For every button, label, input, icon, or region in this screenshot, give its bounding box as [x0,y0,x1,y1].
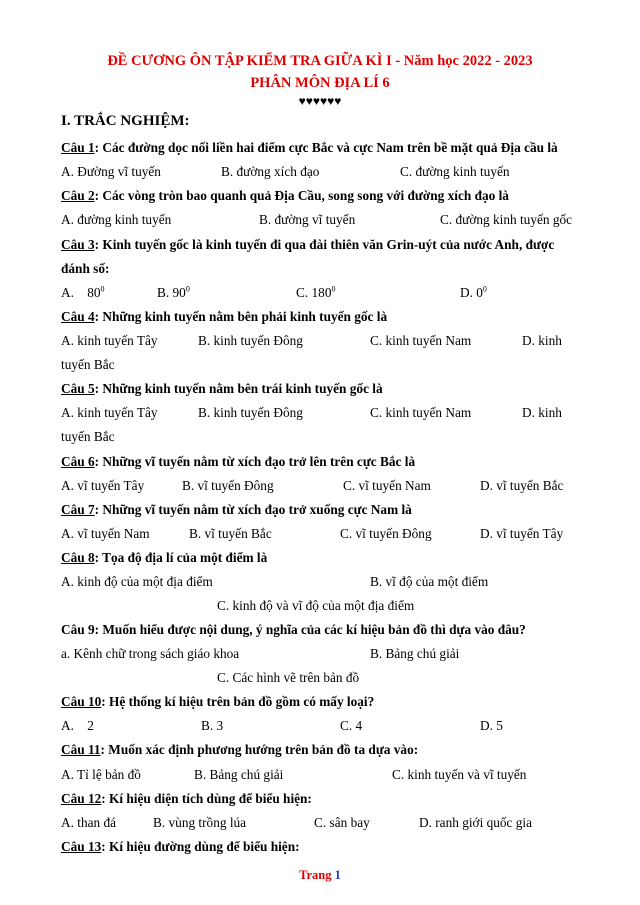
document-title-line2: PHÂN MÔN ĐỊA LÍ 6 [250,75,390,91]
question-text: : Kí hiệu diện tích dùng để biểu hiện: [101,791,312,806]
option: C. kinh tuyến Nam [370,405,472,420]
option: A. kinh tuyến Tây [61,405,158,420]
section-title: I. TRẮC NGHIỆM: [61,113,190,129]
option: D. $0^0$ [460,284,487,300]
option: B. 3 [201,718,224,733]
option-wrap: tuyến Bắc [61,429,115,444]
question-13 [61,839,300,855]
question-number: Câu 11 [61,742,101,757]
question-number: Câu 9 [61,622,95,637]
option: A. $80^0$ [61,284,105,300]
option: B. kinh tuyến Đông [198,333,303,348]
hearts-decoration: ♥♥♥♥♥♥ [298,94,342,108]
question-text: : Kí hiệu đường dùng để biểu hiện: [101,839,300,854]
question-2 [61,188,509,204]
option: B. Bảng chú giải [370,646,460,661]
question-text: : Những kinh tuyến nằm bên phải kinh tuyến gốc là [94,309,388,324]
option: D. vĩ tuyến Bắc [480,478,564,493]
option: B. vĩ tuyến Đông [182,478,274,493]
option: C. 4 [340,718,363,733]
option: C. vĩ tuyến Đông [340,526,432,541]
question-number: Câu 5 [61,381,95,396]
option: A. vĩ tuyến Nam [61,526,150,541]
question-7 [61,502,412,518]
question-text: : Các đường dọc nối liền hai điểm cực Bắc và cực Nam trên bề mặt quả Địa cầu là [94,140,558,155]
option: a. Kênh chữ trong sách giáo khoa [61,646,240,661]
question-text: : Những vĩ tuyến nằm từ xích đạo trở xuống cực Nam là [94,502,412,517]
question-12 [61,791,312,807]
question-8 [61,550,267,566]
option: A. kinh tuyến Tây [61,333,158,348]
option: C. vĩ tuyến Nam [343,478,431,493]
question-text: : Kinh tuyến gốc là kinh tuyến đi qua đài thiên văn Grin-uýt của nước Anh, được [94,237,555,252]
question-11 [61,742,418,758]
option: A. Đường vĩ tuyến [61,164,161,179]
option: C. sân bay [314,815,370,830]
question-9 [61,622,526,638]
option: B. đường xích đạo [221,164,320,179]
question-text: : Những vĩ tuyến nằm từ xích đạo trở lên trên cực Bắc là [94,454,416,469]
option: D. ranh giới quốc gia [419,815,533,830]
option: B. Bảng chú giải [194,767,284,782]
question-text: : Hệ thống kí hiệu trên bản đồ gồm có mấy loại? [101,694,375,709]
question-number: Câu 10 [61,694,102,709]
document-title-line1: ĐỀ CƯƠNG ÔN TẬP KIỂM TRA GIỮA KÌ I - Năm học 2022 - 2023 [107,53,533,69]
option: C. kinh tuyến và vĩ tuyến [392,767,527,782]
option: A. 2 [61,718,94,733]
option: B. $90^0$ [157,284,190,300]
option: C. đường kinh tuyến gốc [440,212,573,227]
option: B. đường vĩ tuyến [259,212,356,227]
question-4 [61,309,387,325]
question-5 [61,381,383,397]
option: A. Tỉ lệ bản đồ [61,767,141,782]
page-footer [0,868,640,883]
option: B. vĩ độ của một điểm [370,574,489,589]
option: C. đường kinh tuyến [400,164,510,179]
question-text: : Các vòng tròn bao quanh quả Địa Cầu, song song với đường xích đạo là [94,188,509,203]
option: B. kinh tuyến Đông [198,405,303,420]
question-1 [61,140,558,156]
question-3-continued: đánh số: [61,261,110,276]
option: A. kinh độ của một địa điểm [61,574,213,589]
question-text: : Tọa độ địa lí của một điểm là [94,550,268,565]
option-wrap: tuyến Bắc [61,357,115,372]
question-number: Câu 7 [61,502,95,517]
option: C. kinh tuyến Nam [370,333,472,348]
option: C. Các hình vẽ trên bản đồ [217,670,360,685]
question-text: : Muốn hiểu được nội dung, ý nghĩa của các kí hiệu bản đồ thì dựa vào đâu? [94,622,526,637]
question-3 [61,237,554,253]
page-label: Trang [299,868,332,882]
option: B. vùng trồng lúa [153,815,247,830]
option: C. kinh độ và vĩ độ của một địa điểm [217,598,415,613]
question-number: Câu 3 [61,237,95,252]
question-number: Câu 13 [61,839,102,854]
question-number: Câu 12 [61,791,102,806]
question-text: : Những kinh tuyến nằm bên trái kinh tuyến gốc là [94,381,383,396]
question-number: Câu 8 [61,550,95,565]
question-number: Câu 1 [61,140,95,155]
option: C. $180^0$ [296,284,336,300]
page-number: 1 [334,868,341,882]
option: A. vĩ tuyến Tây [61,478,145,493]
option: D. kinh [522,405,562,420]
option: B. vĩ tuyến Bắc [189,526,272,541]
question-number: Câu 4 [61,309,95,324]
question-number: Câu 2 [61,188,95,203]
option: A. đường kinh tuyến [61,212,172,227]
question-number: Câu 6 [61,454,95,469]
option: D. 5 [480,718,503,733]
option: D. vĩ tuyến Tây [480,526,564,541]
question-10 [61,694,374,710]
question-6 [61,454,415,470]
question-text: : Muốn xác định phương hướng trên bản đồ ta dựa vào: [100,742,419,757]
option: D. kinh [522,333,562,348]
option: A. than đá [61,815,117,830]
